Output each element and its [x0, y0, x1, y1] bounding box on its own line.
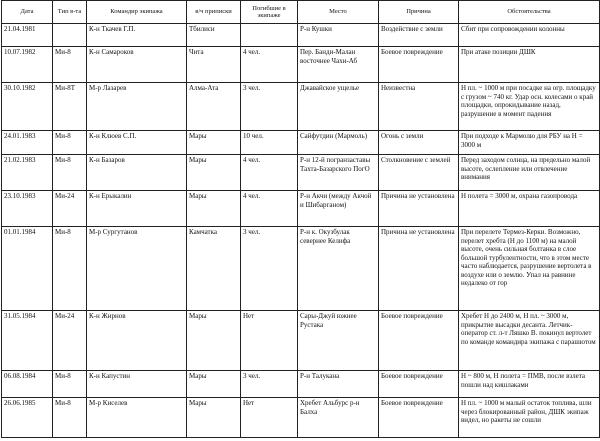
cell-cause: Неизвестна	[379, 83, 459, 131]
cell-circumstances: Сбит при сопровождении колонны	[459, 24, 600, 47]
table-row	[2, 131, 600, 155]
cell-commander: К-н Базаров	[87, 155, 187, 191]
cell-killed: Нет	[241, 311, 298, 371]
cell-type: Ми-8	[53, 227, 87, 311]
cell-commander: К-н Ткачев Г.П.	[87, 24, 187, 47]
cell-commander: К-н Ерыкалин	[87, 191, 187, 227]
cell-cause: Причина не установлена	[379, 191, 459, 227]
cell-killed: 4 чел.	[241, 47, 298, 83]
header-unit: в/ч приписки	[187, 1, 241, 24]
table-row	[2, 155, 600, 191]
cell-cause: Причина не установлена	[379, 227, 459, 311]
cell-type: Ми-8	[53, 131, 87, 155]
table-row	[2, 191, 600, 227]
cell-circumstances: Хребет Н до 2400 м, Н пл. ~ 3000 м, прикрытие высадки десанта. Летчик-оператор ст. л-т Ляшко В. покинул вертолет по команде командира экипажа с парашютом	[459, 311, 600, 371]
cell-cause: Огонь с земли	[379, 131, 459, 155]
cell-commander: М-р Киселев	[87, 398, 187, 438]
cell-cause: Боевое повреждение	[379, 371, 459, 398]
table-row	[2, 227, 600, 311]
cell-circumstances: Н пл. ~ 1000 м при посадке на огр. площадку с грузом ~ 740 кг. Удар осн. колесами о край площадки, опрокидывание назад, разрушение в момент падения	[459, 83, 600, 131]
cell-killed: 4 чел.	[241, 155, 298, 191]
header-commander: Командир экипажа	[87, 1, 187, 24]
cell-type	[53, 24, 87, 47]
cell-circumstances: При атаке позиции ДШК	[459, 47, 600, 83]
cell-unit: Камчатка	[187, 227, 241, 311]
cell-circumstances: Перед заходом солнца, на предельно малой высоте, ослепление или отвлечение внимания	[459, 155, 600, 191]
cell-unit: Мары	[187, 311, 241, 371]
cell-date: 23.10.1983	[2, 191, 53, 227]
cell-circumstances: Н ~ 800 м, Н полета = ПМВ, после взлета пошли над кишлаками	[459, 371, 600, 398]
cell-date: 30.10.1982	[2, 83, 53, 131]
cell-date: 24.01.1983	[2, 131, 53, 155]
cell-commander: К-н Капустин	[87, 371, 187, 398]
cell-type: Ми-24	[53, 191, 87, 227]
cell-unit: Тбилиси	[187, 24, 241, 47]
cell-commander: К-н Клюев С.П.	[87, 131, 187, 155]
cell-place: Р-н к. Окузбулак севернее Келифа	[298, 227, 379, 311]
cell-killed: 3 чел.	[241, 371, 298, 398]
table-row	[2, 83, 600, 131]
cell-place: Р-н 12-й погранзаставы Тахта-Базарского ПогО	[298, 155, 379, 191]
cell-date: 01.01.1984	[2, 227, 53, 311]
header-row	[2, 1, 600, 24]
cell-place: Р-н Кушки	[298, 24, 379, 47]
cell-cause: Воздействие с земли	[379, 24, 459, 47]
cell-killed: Нет	[241, 398, 298, 438]
table-row	[2, 47, 600, 83]
cell-place: Сары-Джуй южнее Рустака	[298, 311, 379, 371]
cell-type: Ми-8	[53, 155, 87, 191]
cell-killed: 3 чел.	[241, 83, 298, 131]
cell-date: 21.04.1981	[2, 24, 53, 47]
cell-unit: Мары	[187, 398, 241, 438]
incident-table	[1, 0, 600, 438]
cell-place: Пер. Банди-Малан восточнее Чахи-Аб	[298, 47, 379, 83]
header-place: Место	[298, 1, 379, 24]
cell-type: Ми-24	[53, 311, 87, 371]
header-type: Тип в-та	[53, 1, 87, 24]
cell-place: Р-н Талукана	[298, 371, 379, 398]
cell-commander: М-р Лазарев	[87, 83, 187, 131]
cell-unit: Мары	[187, 371, 241, 398]
cell-circumstances: При подходе к Мармолю для РБУ на Н = 3000 м	[459, 131, 600, 155]
cell-cause: Столкновение с землей	[379, 155, 459, 191]
header-circumstances: Обстоятельства	[459, 1, 600, 24]
cell-unit: Чита	[187, 47, 241, 83]
cell-place: Сайфутдин (Мармоль)	[298, 131, 379, 155]
header-date: Дата	[2, 1, 53, 24]
cell-unit: Мары	[187, 191, 241, 227]
cell-type: Ми-8	[53, 371, 87, 398]
cell-date: 10.07.1982	[2, 47, 53, 83]
cell-killed: 10 чел.	[241, 131, 298, 155]
cell-date: 26.06.1985	[2, 398, 53, 438]
table-row	[2, 311, 600, 371]
cell-killed: 3 чел.	[241, 227, 298, 311]
table-row	[2, 24, 600, 47]
cell-type: Ми-8Т	[53, 83, 87, 131]
header-killed: Погибшие в экипаже	[241, 1, 298, 24]
cell-commander: К-н Жирнов	[87, 311, 187, 371]
cell-place: Хребет Альбурс р-н Балха	[298, 398, 379, 438]
cell-type: Ми-8	[53, 47, 87, 83]
cell-killed	[241, 24, 298, 47]
cell-commander: М-р Сургутанов	[87, 227, 187, 311]
cell-place: Р-н Акчи (между Акчой и Шибарганом)	[298, 191, 379, 227]
cell-unit: Алма-Ата	[187, 83, 241, 131]
cell-circumstances: Н пл. ~ 1000 м малый остаток топлива, шли через блокированный район, ДШК экипаж видел, но ракеты не сошли	[459, 398, 600, 438]
cell-circumstances: При перелете Термез-Керки. Возможно, перелет хребта (Н до 1100 м) на малой высоте, очень сильная болтанка в слое большой турбулентности, что в этом месте часто наблюдается, разрушение вертолета в воздухе или о землю. Упал на равнине недалеко от гор	[459, 227, 600, 311]
cell-cause: Боевое повреждение	[379, 47, 459, 83]
cell-commander: К-н Самароков	[87, 47, 187, 83]
header-cause: Причина	[379, 1, 459, 24]
table-row	[2, 398, 600, 438]
cell-date: 21.02.1983	[2, 155, 53, 191]
cell-circumstances: Н полета = 3000 м, охрана газопровода	[459, 191, 600, 227]
cell-killed: 4 чел.	[241, 191, 298, 227]
cell-date: 31.05.1984	[2, 311, 53, 371]
cell-unit: Мары	[187, 131, 241, 155]
cell-type: Ми-8	[53, 398, 87, 438]
cell-date: 06.08.1984	[2, 371, 53, 398]
cell-place: Джавайское ущелье	[298, 83, 379, 131]
table-row	[2, 371, 600, 398]
cell-cause: Боевое повреждение	[379, 398, 459, 438]
cell-unit: Мары	[187, 155, 241, 191]
cell-cause: Боевое повреждение	[379, 311, 459, 371]
